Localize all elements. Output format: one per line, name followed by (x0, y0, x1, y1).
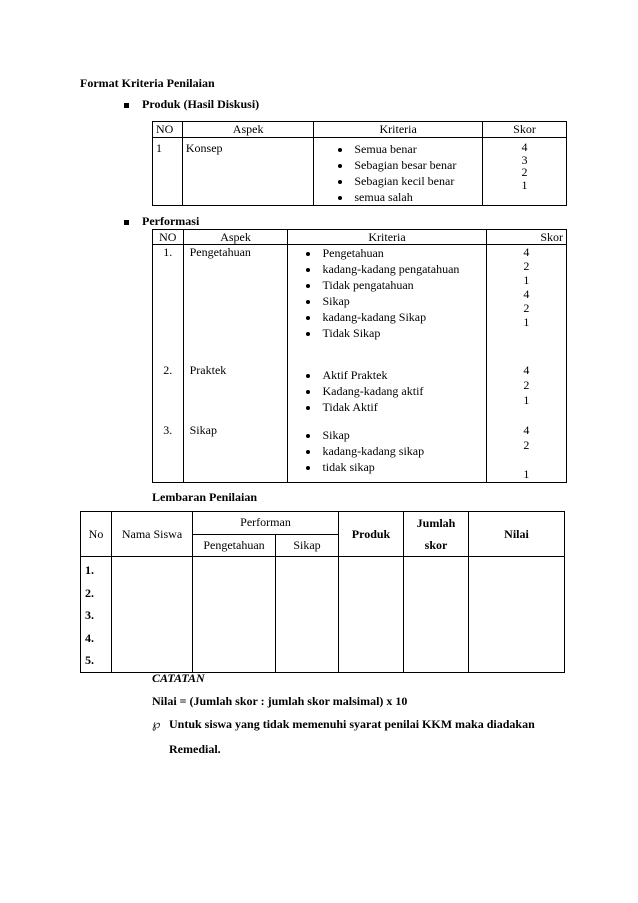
catatan-bullet: ℘ (152, 717, 161, 731)
list-item: 1. (85, 563, 94, 577)
score-value: 4 (523, 245, 530, 259)
section-produk-label: Produk (Hasil Diskusi) (142, 97, 260, 111)
catatan-title: CATATAN (152, 671, 205, 685)
bullet-icon (338, 164, 342, 168)
score-value: 3 (521, 152, 528, 167)
row-kriteria (288, 245, 486, 363)
row-skor (482, 138, 566, 206)
bullet-icon (306, 332, 310, 336)
row-no: 3. (153, 423, 184, 483)
list-item: kadang-kadang Sikap (306, 309, 485, 325)
lembaran-table (80, 511, 565, 673)
row-kriteria (314, 138, 483, 206)
header-pengetahuan: Pengetahuan (193, 534, 276, 557)
bullet-icon (338, 196, 342, 200)
bullet-icon (306, 406, 310, 410)
list-item: Pengetahuan (306, 245, 485, 261)
nilai-cell (469, 557, 565, 673)
header-kriteria: Kriteria (288, 230, 486, 245)
row-skor (486, 245, 566, 363)
list-item: 3. (85, 608, 94, 622)
number-column (81, 557, 112, 673)
score-value: 4 (523, 287, 530, 301)
list-item: tidak sikap (306, 459, 485, 475)
page-heading: Format Kriteria Penilaian (80, 76, 215, 90)
row-no: 1. (153, 245, 184, 363)
section-performasi-title (124, 214, 199, 229)
list-item: semua salah (338, 189, 482, 205)
list-item: Tidak Sikap (306, 325, 485, 341)
list-item: Semua benar (338, 141, 482, 157)
list-item: 2. (85, 585, 94, 600)
header-skor: Skor (486, 230, 566, 245)
lembaran-title: Lembaran Penilaian (152, 490, 258, 504)
score-value: 1 (521, 177, 528, 192)
header-aspek: Aspek (183, 230, 288, 245)
header-sikap: Sikap (276, 534, 339, 557)
row-no: 1 (153, 138, 183, 206)
row-skor (486, 423, 566, 483)
bullet-icon (338, 180, 342, 184)
bullet-icon (306, 316, 310, 320)
catatan-note-line2: Remedial. (169, 742, 221, 756)
jumlah-cell (404, 557, 469, 673)
row-aspek: Sikap (183, 423, 288, 483)
list-item: Kadang-kadang aktif (306, 383, 485, 399)
header-jumlah-line2: skor (424, 538, 448, 552)
sikap-cell (276, 557, 339, 673)
section-produk-title (124, 97, 259, 112)
produk-table (152, 121, 567, 206)
row-kriteria (288, 363, 486, 423)
header-skor: Skor (482, 122, 566, 138)
bullet-icon (306, 434, 310, 438)
list-item: kadang-kadang sikap (306, 443, 485, 459)
score-value: 4 (523, 422, 530, 437)
header-performan: Performan (193, 512, 339, 535)
nama-cell (112, 557, 193, 673)
bullet-icon (306, 252, 310, 256)
list-item: Tidak pengatahuan (306, 277, 485, 293)
header-no: NO (153, 122, 183, 138)
header-aspek: Aspek (182, 122, 314, 138)
header-nama: Nama Siswa (112, 512, 193, 557)
score-value: 2 (523, 259, 530, 273)
bullet-icon (306, 466, 310, 470)
header-jumlah-skor (404, 512, 469, 557)
bullet-icon (306, 284, 310, 288)
list-item: Sebagian kecil benar (338, 173, 482, 189)
score-value: 2 (521, 165, 528, 179)
list-item: Aktif Praktek (306, 367, 485, 383)
header-produk: Produk (339, 512, 404, 557)
bullet-icon (338, 148, 342, 152)
row-kriteria (288, 423, 486, 483)
score-value: 4 (521, 140, 528, 154)
square-bullet-icon (124, 220, 129, 225)
pengetahuan-cell (193, 557, 276, 673)
list-item: 5. (85, 653, 94, 667)
bullet-icon (306, 268, 310, 272)
score-value: 1 (523, 273, 530, 287)
score-value: 1 (523, 315, 530, 329)
list-item: Sikap (306, 293, 485, 309)
performasi-table (152, 229, 567, 483)
header-kriteria: Kriteria (314, 122, 483, 138)
bullet-icon (306, 374, 310, 378)
catatan-formula: Nilai = (Jumlah skor : jumlah skor malsimal) x 10 (152, 694, 408, 708)
row-aspek: Pengetahuan (183, 245, 288, 363)
square-bullet-icon (124, 103, 129, 108)
catatan-note-line1: Untuk siswa yang tidak memenuhi syarat penilai KKM maka diadakan (169, 717, 535, 731)
produk-cell (339, 557, 404, 673)
list-item: Tidak Aktif (306, 399, 485, 415)
list-item: Sikap (306, 427, 485, 443)
list-item: 4. (85, 630, 94, 645)
score-value: 2 (523, 301, 530, 315)
list-item: kadang-kadang pengatahuan (306, 261, 485, 277)
header-jumlah-line1: Jumlah (416, 516, 456, 530)
header-no: NO (153, 230, 184, 245)
score-value: 4 (523, 362, 530, 377)
score-value: 2 (523, 437, 530, 452)
row-no: 2. (153, 363, 184, 423)
bullet-icon (306, 390, 310, 394)
score-value: 1 (523, 466, 530, 481)
row-aspek: Praktek (183, 363, 288, 423)
score-value: 2 (523, 377, 530, 392)
header-nilai: Nilai (469, 512, 565, 557)
header-no: No (81, 512, 112, 557)
section-performasi-label: Performasi (142, 214, 200, 228)
bullet-icon (306, 450, 310, 454)
row-aspek: Konsep (182, 138, 314, 206)
row-skor (486, 363, 566, 423)
bullet-icon (306, 300, 310, 304)
list-item: Sebagian besar benar (338, 157, 482, 173)
score-value: 1 (523, 392, 530, 407)
